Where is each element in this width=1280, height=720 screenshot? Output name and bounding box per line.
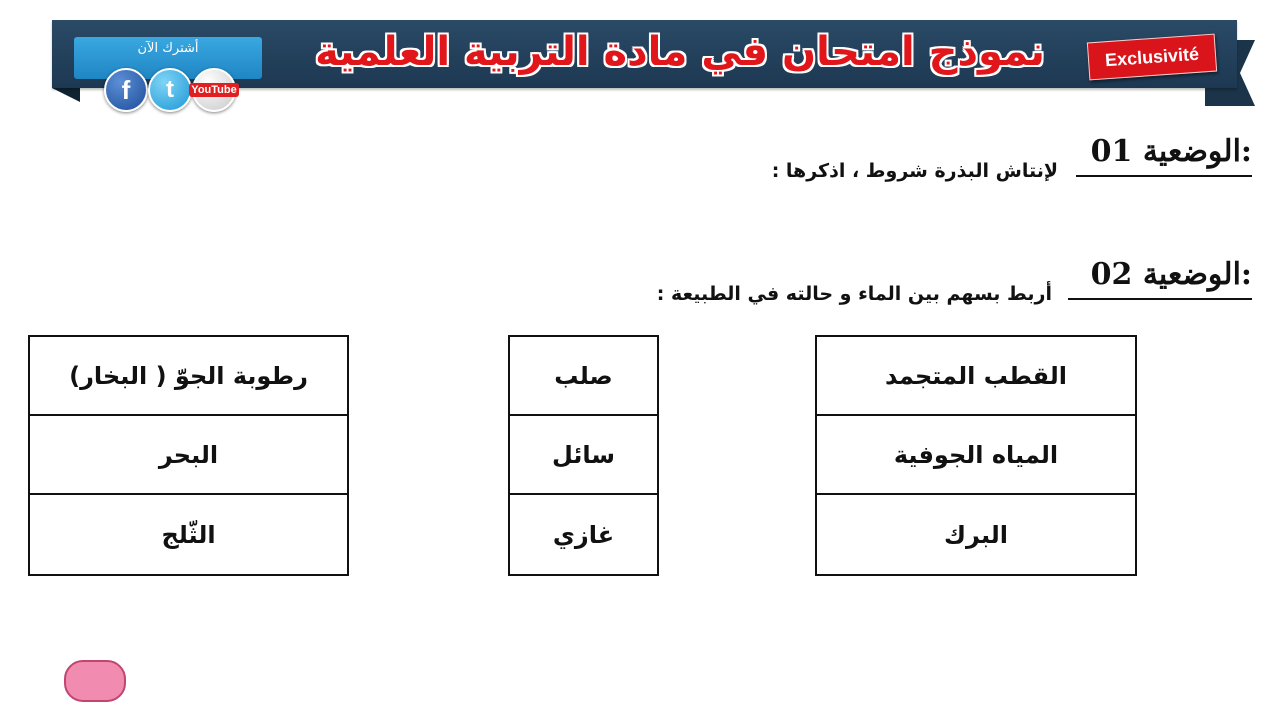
question-1-label: الوضعية 01: (1076, 134, 1252, 177)
table-cell: رطوبة الجوّ ( البخار) (30, 337, 347, 416)
question-2-label: الوضعية 02: (1068, 257, 1252, 300)
twitter-glyph: t (166, 76, 174, 103)
pink-pill-button[interactable] (64, 660, 126, 702)
table-cell: سائل (510, 416, 657, 495)
table-cell: الثّلج (161, 521, 216, 549)
youtube-icon[interactable] (192, 68, 236, 112)
twitter-icon[interactable] (148, 68, 192, 112)
facebook-glyph: f (121, 74, 131, 105)
table-cell: البرك (944, 521, 1008, 549)
subscribe-label: أشترك الآن (137, 41, 199, 56)
table-middle (508, 335, 659, 576)
table-cell: غازي (552, 521, 615, 549)
youtube-label: YouTube (191, 84, 237, 96)
exclusive-badge: Exclusivité (1087, 34, 1217, 81)
page-title: نموذج امتحان في مادة التربية العلمية (315, 29, 1045, 75)
table-right (815, 335, 1137, 576)
table-cell: القطب المتجمد (817, 337, 1135, 416)
facebook-icon[interactable] (104, 68, 148, 112)
question-1-text: لإنتاش البذرة شروط ، اذكرها : (771, 160, 1058, 182)
question-2-text: أربط بسهم بين الماء و حالته في الطبيعة : (656, 283, 1052, 305)
table-left (28, 335, 349, 576)
banner-fold-left (52, 88, 80, 102)
table-cell: البحر (30, 416, 347, 495)
table-cell: المياه الجوفية (817, 416, 1135, 495)
table-cell: صلب (510, 337, 657, 416)
